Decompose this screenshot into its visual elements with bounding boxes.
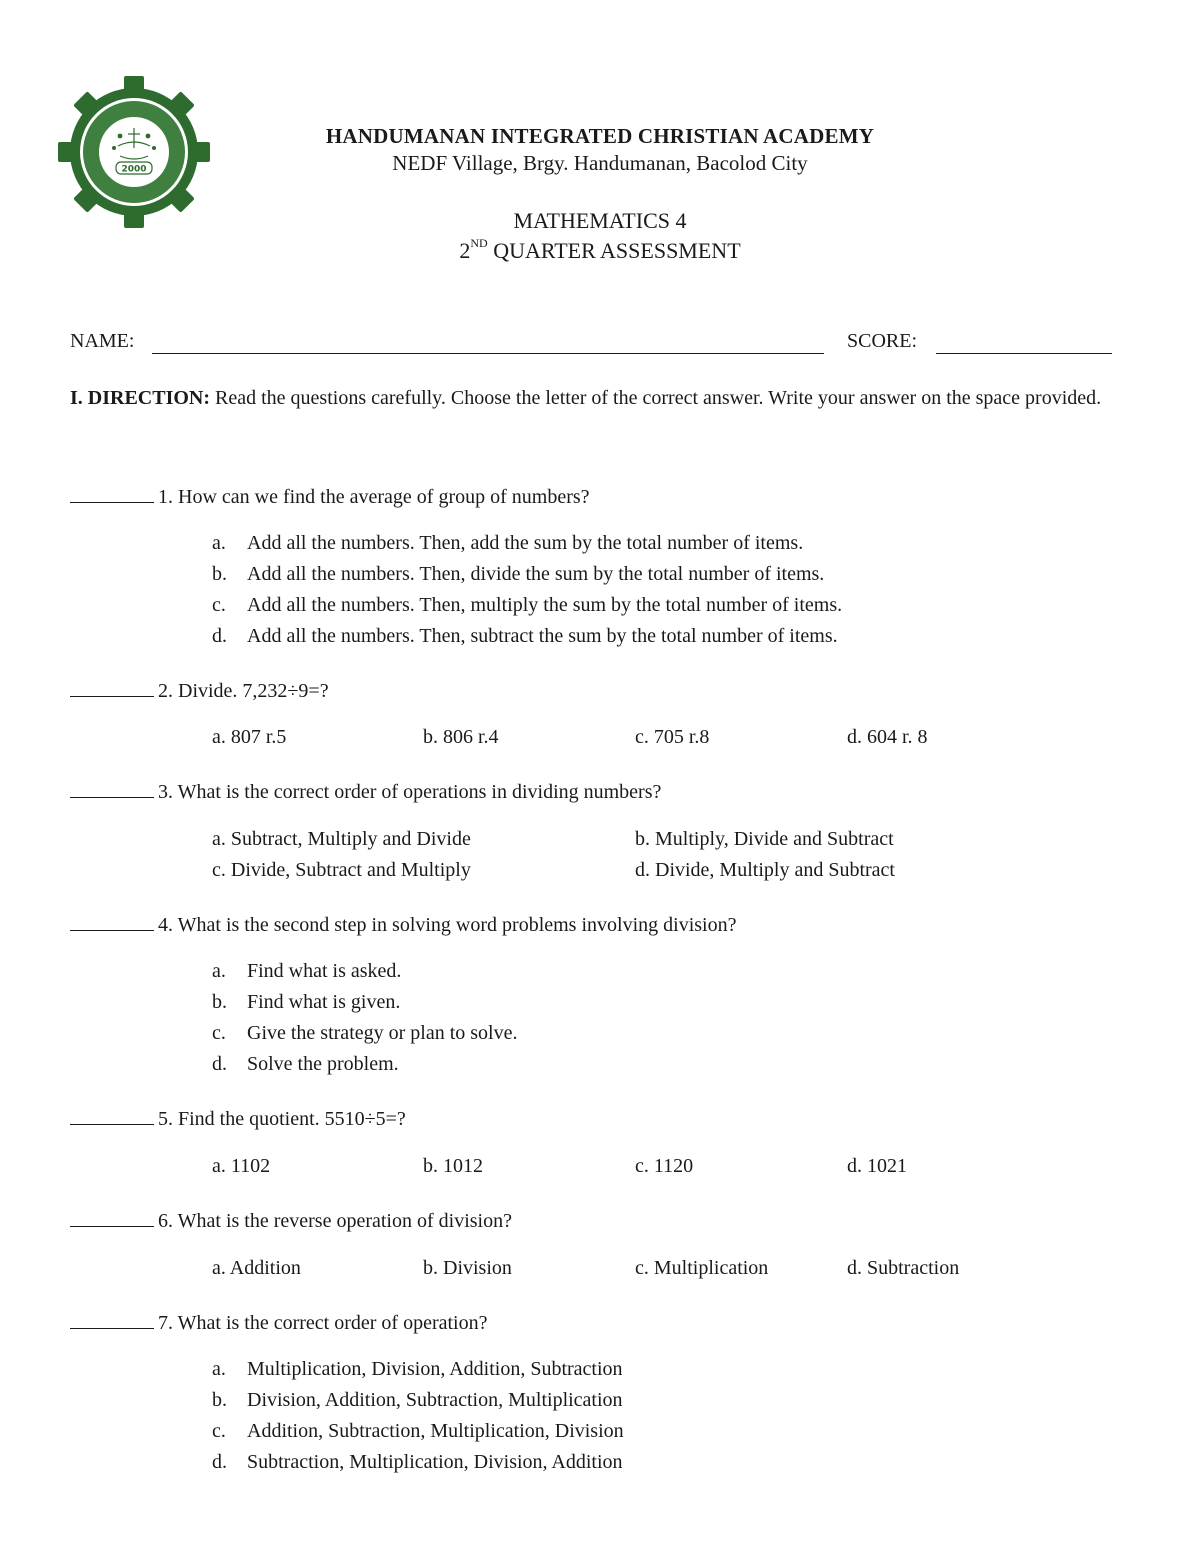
- option-a: a. Subtract, Multiply and Divide: [212, 828, 471, 850]
- direction-label: I. DIRECTION:: [70, 387, 211, 409]
- option-a: a. Multiplication, Division, Addition, Subtraction: [212, 1358, 623, 1380]
- question-text: 1. How can we find the average of group of numbers?: [158, 486, 590, 508]
- question-text: 3. What is the correct order of operations in dividing numbers?: [158, 781, 662, 803]
- question-2: [70, 676, 329, 703]
- option-c: c. Multiplication: [635, 1257, 769, 1279]
- option-b: b. Find what is given.: [212, 991, 401, 1013]
- direction-paragraph: [70, 378, 1132, 419]
- option-b: b. Add all the numbers. Then, divide the sum by the total number of items.: [212, 563, 825, 585]
- option-d: d. Add all the numbers. Then, subtract the sum by the total number of items.: [212, 625, 838, 647]
- option-c: c. Divide, Subtract and Multiply: [212, 859, 471, 881]
- quarter-number: 2: [459, 238, 471, 263]
- option-b: b. Division, Addition, Subtraction, Multiplication: [212, 1389, 623, 1411]
- option-d: d. Solve the problem.: [212, 1053, 399, 1075]
- question-text: 5. Find the quotient. 5510÷5=?: [158, 1108, 406, 1130]
- question-4: [70, 910, 736, 937]
- option-a: a. Add all the numbers. Then, add the sum by the total number of items.: [212, 532, 804, 554]
- option-b: b. Multiply, Divide and Subtract: [635, 828, 894, 850]
- school-address: NEDF Village, Brgy. Handumanan, Bacolod City: [392, 151, 808, 175]
- option-d: d. Subtraction, Multiplication, Division, Addition: [212, 1451, 623, 1473]
- answer-blank-5[interactable]: [70, 1104, 154, 1125]
- option-d: d. 604 r. 8: [847, 726, 928, 748]
- assessment-title: [0, 238, 1200, 264]
- logo-ring-text: HANDUMANAN INTEGRATED CHRISTIAN ACADEMY: [58, 69, 260, 78]
- question-text: 4. What is the second step in solving word problems involving division?: [158, 914, 737, 936]
- direction-text: Read the questions carefully. Choose the letter of the correct answer. Write your answer on the space provided.: [210, 387, 1102, 409]
- answer-blank-1[interactable]: [70, 482, 154, 503]
- question-5: [70, 1104, 406, 1131]
- answer-blank-7[interactable]: [70, 1308, 154, 1329]
- option-c: c. 705 r.8: [635, 726, 710, 748]
- score-field[interactable]: [936, 353, 1112, 354]
- question-text: 7. What is the correct order of operation?: [158, 1312, 488, 1334]
- option-a: a. 807 r.5: [212, 726, 287, 748]
- question-7: [70, 1308, 488, 1335]
- question-text: 6. What is the reverse operation of division?: [158, 1210, 512, 1232]
- logo-year: 2000: [121, 164, 147, 175]
- question-6: [70, 1206, 512, 1233]
- answer-blank-6[interactable]: [70, 1206, 154, 1227]
- question-1-options: [212, 532, 842, 656]
- option-c: c. 1120: [635, 1155, 694, 1177]
- option-d: d. Divide, Multiply and Subtract: [635, 859, 895, 881]
- answer-blank-3[interactable]: [70, 777, 154, 798]
- option-d: d. Subtraction: [847, 1257, 960, 1279]
- option-c: c. Add all the numbers. Then, multiply the sum by the total number of items.: [212, 594, 843, 616]
- score-label: SCORE:: [847, 330, 918, 352]
- option-a: a. 1102: [212, 1155, 271, 1177]
- school-name: HANDUMANAN INTEGRATED CHRISTIAN ACADEMY: [325, 124, 875, 148]
- option-b: b. 806 r.4: [423, 726, 499, 748]
- question-7-options: [212, 1358, 624, 1482]
- option-b: b. Division: [423, 1257, 512, 1279]
- quarter-rest: QUARTER ASSESSMENT: [487, 238, 741, 263]
- answer-blank-2[interactable]: [70, 676, 154, 697]
- question-text: 2. Divide. 7,232÷9=?: [158, 680, 329, 702]
- option-c: c. Addition, Subtraction, Multiplication, Division: [212, 1420, 624, 1442]
- option-c: c. Give the strategy or plan to solve.: [212, 1022, 518, 1044]
- subject-title: MATHEMATICS 4: [513, 208, 687, 233]
- option-b: b. 1012: [423, 1155, 483, 1177]
- name-label: NAME:: [70, 330, 135, 352]
- answer-blank-4[interactable]: [70, 910, 154, 931]
- name-field[interactable]: [152, 353, 824, 354]
- question-1: [70, 482, 590, 509]
- question-3: [70, 777, 661, 804]
- option-d: d. 1021: [847, 1155, 907, 1177]
- option-a: a. Find what is asked.: [212, 960, 402, 982]
- question-4-options: [212, 960, 518, 1084]
- quarter-suffix: ND: [470, 236, 488, 250]
- option-a: a. Addition: [212, 1257, 301, 1279]
